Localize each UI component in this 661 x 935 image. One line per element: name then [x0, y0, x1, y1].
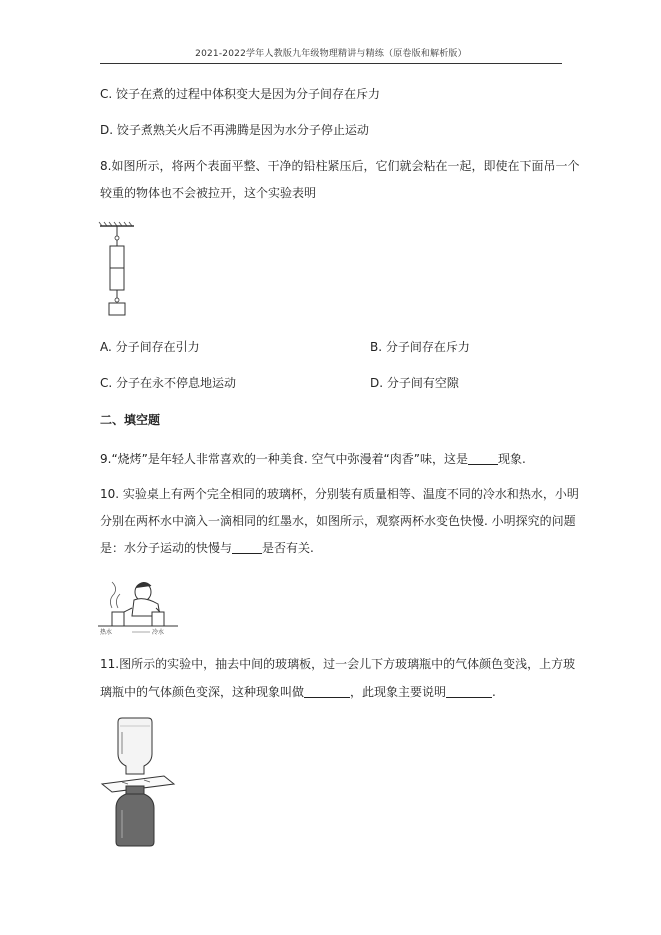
q9-blank[interactable]	[468, 452, 498, 465]
page-header: 2021-2022学年人教版九年级物理精讲与精练（原卷版和解析版）	[195, 49, 467, 59]
q8-option-d: D. 分子间有空隙	[370, 376, 459, 390]
water-cups-figure	[98, 574, 178, 636]
q10-text-line2: 分别在两杯水中滴入一滴相同的红墨水，如图所示，观察两杯水变色快慢. 小明探究的问题	[100, 514, 576, 528]
q10-text-line3	[100, 540, 314, 556]
q11-text-line1: 11.图所示的实验中，抽去中间的玻璃板，过一会儿下方玻璃瓶中的气体颜色变浅，上方玻	[100, 657, 576, 671]
q11-text-pre: 璃瓶中的气体颜色变深，这种现象叫做	[100, 685, 305, 699]
q9-text-pre: 9.“烧烤”是年轻人非常喜欢的一种美食. 空气中弥漫着“肉香”味，这是	[100, 452, 468, 466]
q11-blank-2[interactable]	[446, 685, 492, 698]
q8-option-b: B. 分子间存在斥力	[370, 340, 470, 354]
q8-text-line2: 较重的物体也不会被拉开，这个实验表明	[100, 186, 317, 200]
cold-water-label: 冷水	[152, 629, 165, 636]
option-c-prev: C. 饺子在煮的过程中体积变大是因为分子间存在斥力	[100, 87, 381, 101]
q10-text-line1: 10. 实验桌上有两个完全相同的玻璃杯，分别装有质量相等、温度不同的冷水和热水，小明	[100, 487, 579, 501]
q11-text-line2	[100, 684, 496, 700]
section-title: 二、填空题	[100, 413, 161, 427]
q10-blank[interactable]	[232, 541, 262, 554]
lead-cylinder-figure	[98, 222, 138, 322]
q11-blank-1[interactable]	[304, 685, 350, 698]
q8-text-line1: 8.如图所示，将两个表面平整、干净的铅柱紧压后，它们就会粘在一起，即使在下面吊一个	[100, 159, 580, 173]
q9-text-post: 现象.	[497, 452, 526, 466]
q10-text-post: 是否有关.	[262, 541, 314, 555]
q8-option-a: A. 分子间存在引力	[100, 340, 200, 354]
header-divider	[100, 63, 562, 64]
q11-text-mid: ，此现象主要说明	[350, 685, 447, 699]
q11-text-post: .	[492, 685, 496, 699]
hot-water-label: 热水	[100, 629, 113, 636]
q8-option-c: C. 分子在永不停息地运动	[100, 376, 237, 390]
q10-text-pre: 是：水分子运动的快慢与	[100, 541, 233, 555]
q9-text	[100, 451, 526, 467]
gas-bottles-figure	[98, 718, 178, 848]
option-d-prev: D. 饺子煮熟关火后不再沸腾是因为水分子停止运动	[100, 123, 369, 137]
